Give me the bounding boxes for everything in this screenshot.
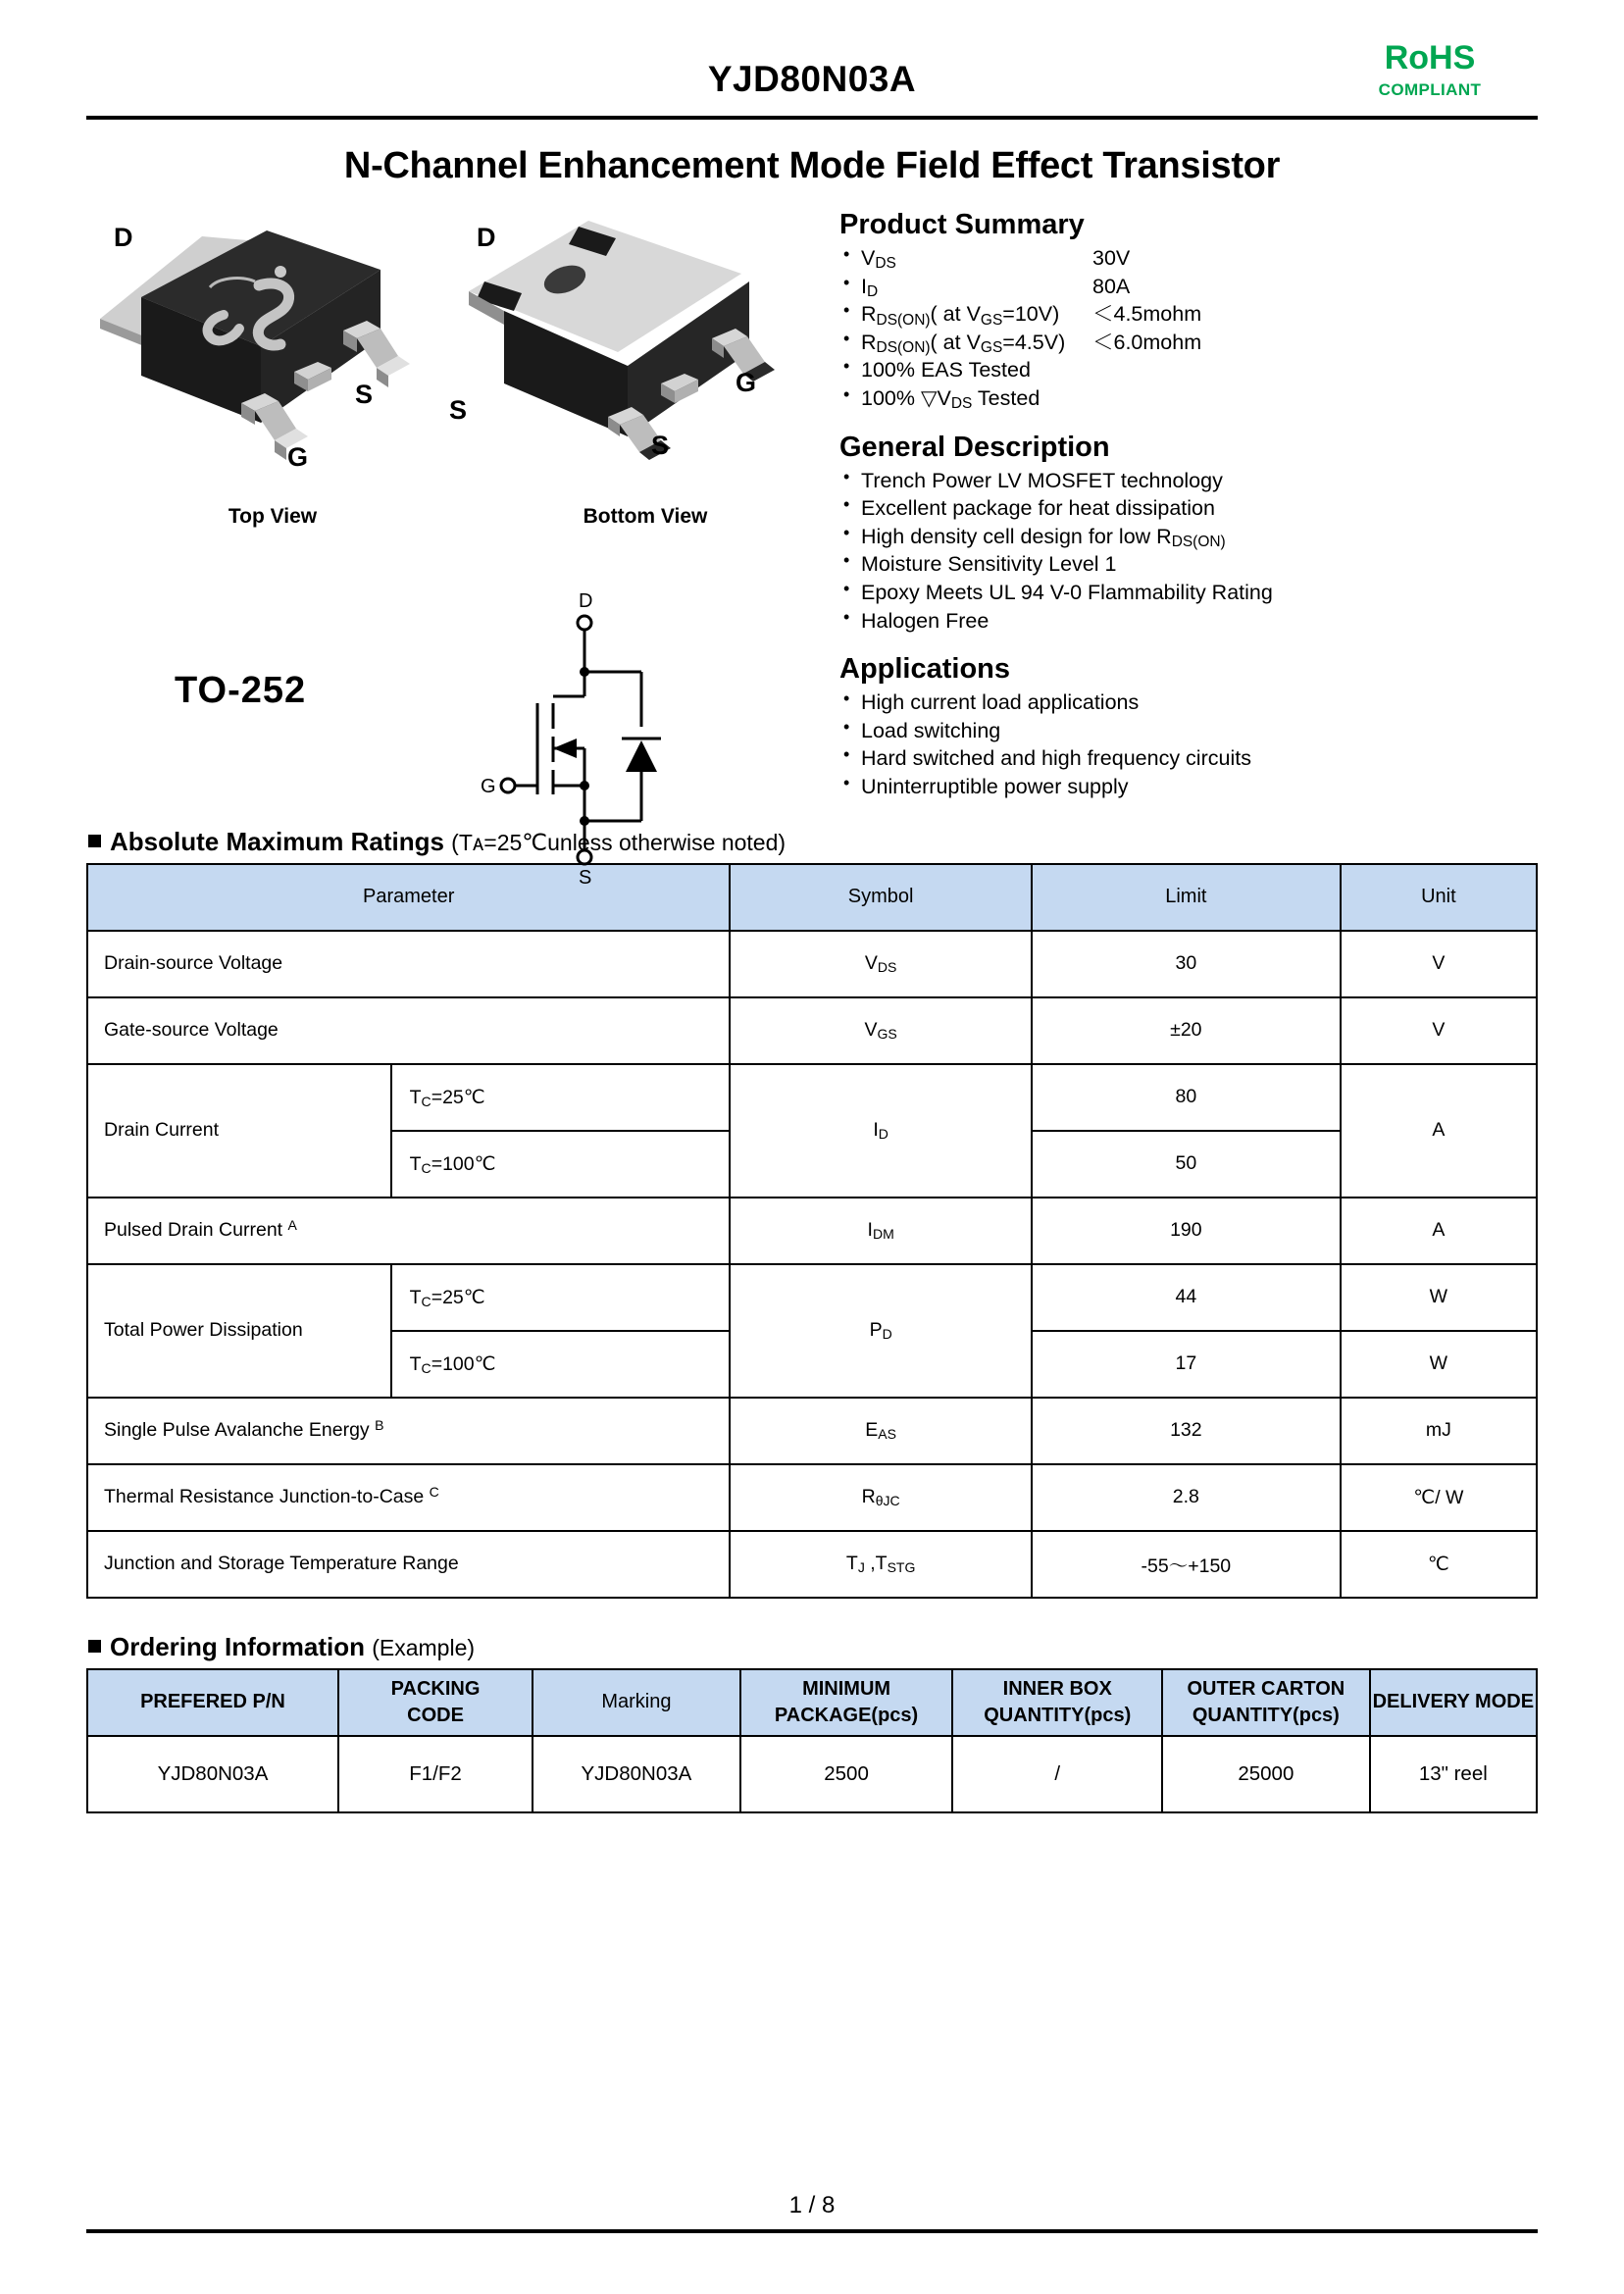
cell-unit: A xyxy=(1341,1198,1537,1264)
cell-parameter: Drain-source Voltage xyxy=(87,931,730,997)
cell-limit: 132 xyxy=(1032,1398,1341,1464)
cell-symbol: $I_D$ xyxy=(730,1064,1032,1198)
ordering-cell: / xyxy=(952,1736,1162,1812)
top-view-pin-d-label: D xyxy=(114,223,133,252)
top-view-pin-s-label: S xyxy=(355,380,374,409)
cell-symbol: $E_{AS}$ xyxy=(730,1398,1032,1464)
table-row xyxy=(87,1464,1537,1531)
cell-symbol: $T_J$ $,T_{STG}$ xyxy=(730,1531,1032,1598)
cell-symbol: $R_{\theta JC}$ xyxy=(730,1464,1032,1531)
ord-caption-note: (Example) xyxy=(372,1634,476,1660)
cell-limit: ±20 xyxy=(1032,997,1341,1064)
product-summary-item xyxy=(839,300,1538,329)
ordering-information-section xyxy=(86,1632,1538,1813)
table-row xyxy=(87,1198,1537,1264)
package-views-row xyxy=(86,209,832,582)
cell-limit: 50 xyxy=(1032,1131,1341,1198)
ordering-col-header: OUTER CARTON QUANTITY(pcs) xyxy=(1162,1669,1370,1736)
cell-limit: 44 xyxy=(1032,1264,1341,1331)
cell-unit: V xyxy=(1341,997,1537,1064)
ordering-cell: YJD80N03A xyxy=(533,1736,740,1812)
ordering-col-header: PREFERED P/N xyxy=(87,1669,338,1736)
schematic-pin-s-label: S xyxy=(579,867,592,888)
product-summary-item xyxy=(839,244,1538,273)
ord-caption-bold: Ordering Information xyxy=(110,1631,365,1661)
table-row xyxy=(87,1264,1537,1331)
specification-text-column xyxy=(832,209,1538,801)
part-number-title: YJD80N03A xyxy=(707,59,917,99)
general-description-item: • Excellent package for heat dissipation xyxy=(839,494,1538,523)
ordering-col-header: PACKING CODE xyxy=(338,1669,533,1736)
amr-col-parameter: Parameter xyxy=(87,864,730,931)
general-description-item: • Epoxy Meets UL 94 V-0 Flammability Rating xyxy=(839,579,1538,607)
table-row xyxy=(87,931,1537,997)
ordering-cell: YJD80N03A xyxy=(87,1736,338,1812)
product-summary-item xyxy=(839,356,1538,384)
cell-unit: mJ xyxy=(1341,1398,1537,1464)
product-summary-item xyxy=(839,329,1538,357)
page-number: 1 / 8 xyxy=(788,2192,836,2218)
absolute-maximum-ratings-table xyxy=(86,863,1538,1599)
ordering-cell: F1/F2 xyxy=(338,1736,533,1812)
amr-table-head xyxy=(87,864,1537,931)
cell-limit: -55～+150 xyxy=(1032,1531,1341,1598)
product-summary-item-label: $I_D$ xyxy=(861,274,879,300)
ordering-table-head xyxy=(87,1669,1537,1736)
absolute-maximum-ratings-section xyxy=(86,827,1538,1599)
ordering-cell: 25000 xyxy=(1162,1736,1370,1812)
bottom-view-pin-s-bottom-label: S xyxy=(651,431,670,460)
ordering-cell: 2500 xyxy=(740,1736,953,1812)
to252-bottom-view-graphic xyxy=(459,209,832,503)
table-row xyxy=(87,1531,1537,1598)
ordering-information-caption xyxy=(88,1632,1538,1662)
applications-list xyxy=(839,688,1538,800)
ordering-information-table xyxy=(86,1668,1538,1813)
amr-caption-bold: Absolute Maximum Ratings xyxy=(110,826,444,856)
amr-col-unit: Unit xyxy=(1341,864,1537,931)
cell-parameter: Drain Current xyxy=(87,1064,391,1198)
product-summary-item-label: $R_{DS(ON)}$( at $V_{GS}=10V$) xyxy=(861,302,1060,329)
to252-top-view-graphic xyxy=(86,209,459,503)
product-summary-item-label: 100% $▽V_{DS}$ Tested xyxy=(861,385,1040,413)
table-row xyxy=(87,1398,1537,1464)
header-divider xyxy=(86,116,1538,120)
amr-header-row xyxy=(87,864,1537,931)
cell-limit: 190 xyxy=(1032,1198,1341,1264)
cell-symbol: $I_{DM}$ xyxy=(730,1198,1032,1264)
product-summary-item-value: ＜4.5mohm xyxy=(1092,302,1202,327)
cell-condition: $T_C=25℃$ xyxy=(391,1064,731,1131)
cell-parameter: Thermal Resistance Junction-to-Case $^C$ xyxy=(87,1464,730,1531)
package-bottom-view xyxy=(449,209,832,582)
schematic-pin-d-label: D xyxy=(579,593,593,612)
product-summary-item-label: $V_{DS}$ xyxy=(861,246,896,273)
mosfet-schematic-symbol xyxy=(459,593,753,892)
bullet-square-icon xyxy=(88,835,101,847)
applications-item: • Load switching xyxy=(839,717,1538,745)
applications-item: • Uninterruptible power supply xyxy=(839,773,1538,801)
cell-condition: $T_C=25℃$ xyxy=(391,1264,731,1331)
product-summary-item-label: $R_{DS(ON)}$( at $V_{GS}=4.5V$) xyxy=(861,330,1066,357)
ordering-table-body xyxy=(87,1736,1537,1812)
general-description-item: • Trench Power LV MOSFET technology xyxy=(839,467,1538,495)
ordering-cell: 13" reel xyxy=(1370,1736,1537,1812)
rohs-label: RoHS xyxy=(1384,39,1476,76)
rohs-badge xyxy=(1332,41,1528,100)
cell-unit: W xyxy=(1341,1264,1537,1331)
product-summary-item-value: ＜6.0mohm xyxy=(1092,330,1202,354)
cell-limit: 80 xyxy=(1032,1064,1341,1131)
rohs-compliant-label: COMPLIANT xyxy=(1378,80,1482,99)
schematic-pin-g-label: G xyxy=(481,776,496,797)
product-summary-item xyxy=(839,384,1538,413)
cell-limit: 2.8 xyxy=(1032,1464,1341,1531)
cell-symbol: $P_D$ xyxy=(730,1264,1032,1398)
top-view-caption: Top View xyxy=(228,505,318,528)
product-summary-item xyxy=(839,273,1538,301)
cell-parameter: Pulsed Drain Current $^A$ xyxy=(87,1198,730,1264)
general-description-heading: General Description xyxy=(839,431,1110,463)
cell-condition: $T_C=100℃$ xyxy=(391,1131,731,1198)
cell-parameter: Junction and Storage Temperature Range xyxy=(87,1531,730,1598)
top-view-pin-g-label: G xyxy=(287,442,309,472)
product-summary-item-value: 80A xyxy=(1092,274,1131,298)
product-summary-item-label: 100% EAS Tested xyxy=(861,358,1031,382)
page-footer xyxy=(86,2192,1538,2233)
bottom-view-pin-g-label: G xyxy=(736,368,757,397)
cell-unit: ℃/ W xyxy=(1341,1464,1537,1531)
absolute-maximum-ratings-caption xyxy=(88,827,1538,857)
product-summary-item-value: 30V xyxy=(1092,246,1131,270)
general-description-item: • High density cell design for low $R_{DS(ON)}$ xyxy=(839,523,1538,551)
general-description-item: • Moisture Sensitivity Level 1 xyxy=(839,550,1538,579)
cell-symbol: $V_{DS}$ xyxy=(730,931,1032,997)
bullet-square-icon-2 xyxy=(88,1640,101,1653)
ordering-col-header: Marking xyxy=(533,1669,740,1736)
cell-parameter: Total Power Dissipation xyxy=(87,1264,391,1398)
cell-unit: A xyxy=(1341,1064,1537,1198)
applications-heading: Applications xyxy=(839,653,1011,686)
footer-divider xyxy=(86,2229,1538,2233)
cell-limit: 17 xyxy=(1032,1331,1341,1398)
cell-parameter: Gate-source Voltage xyxy=(87,997,730,1064)
page-title: N-Channel Enhancement Mode Field Effect Transistor xyxy=(343,145,1281,186)
cell-parameter: Single Pulse Avalanche Energy $^B$ xyxy=(87,1398,730,1464)
bottom-view-pin-s-left-label: S xyxy=(449,395,468,425)
ordering-col-header: DELIVERY MODE xyxy=(1370,1669,1537,1736)
amr-col-symbol: Symbol xyxy=(730,864,1032,931)
amr-col-limit: Limit xyxy=(1032,864,1341,931)
page-header xyxy=(86,0,1538,126)
amr-table-body xyxy=(87,931,1537,1598)
cell-unit: W xyxy=(1341,1331,1537,1398)
table-row xyxy=(87,997,1537,1064)
cell-condition: $T_C=100℃$ xyxy=(391,1331,731,1398)
amr-caption-note: (Tᴀ=25℃unless otherwise noted) xyxy=(451,829,787,855)
table-row xyxy=(87,1064,1537,1131)
bottom-view-pin-d-label: D xyxy=(477,223,496,252)
package-name-label: TO-252 xyxy=(175,670,307,711)
bottom-view-caption: Bottom View xyxy=(583,505,708,528)
cell-unit: ℃ xyxy=(1341,1531,1537,1598)
product-summary-list xyxy=(839,244,1538,413)
applications-item: • High current load applications xyxy=(839,688,1538,717)
ordering-col-header: INNER BOX QUANTITY(pcs) xyxy=(952,1669,1162,1736)
applications-item: • Hard switched and high frequency circuits xyxy=(839,744,1538,773)
ordering-col-header: MINIMUM PACKAGE(pcs) xyxy=(740,1669,953,1736)
general-description-item: • Halogen Free xyxy=(839,607,1538,636)
cell-limit: 30 xyxy=(1032,931,1341,997)
general-description-list xyxy=(839,467,1538,636)
table-row xyxy=(87,1736,1537,1812)
cell-unit: V xyxy=(1341,931,1537,997)
cell-symbol: $V_{GS}$ xyxy=(730,997,1032,1064)
package-top-view xyxy=(86,209,459,582)
ordering-header-row xyxy=(87,1669,1537,1736)
product-summary-heading: Product Summary xyxy=(839,209,1085,240)
